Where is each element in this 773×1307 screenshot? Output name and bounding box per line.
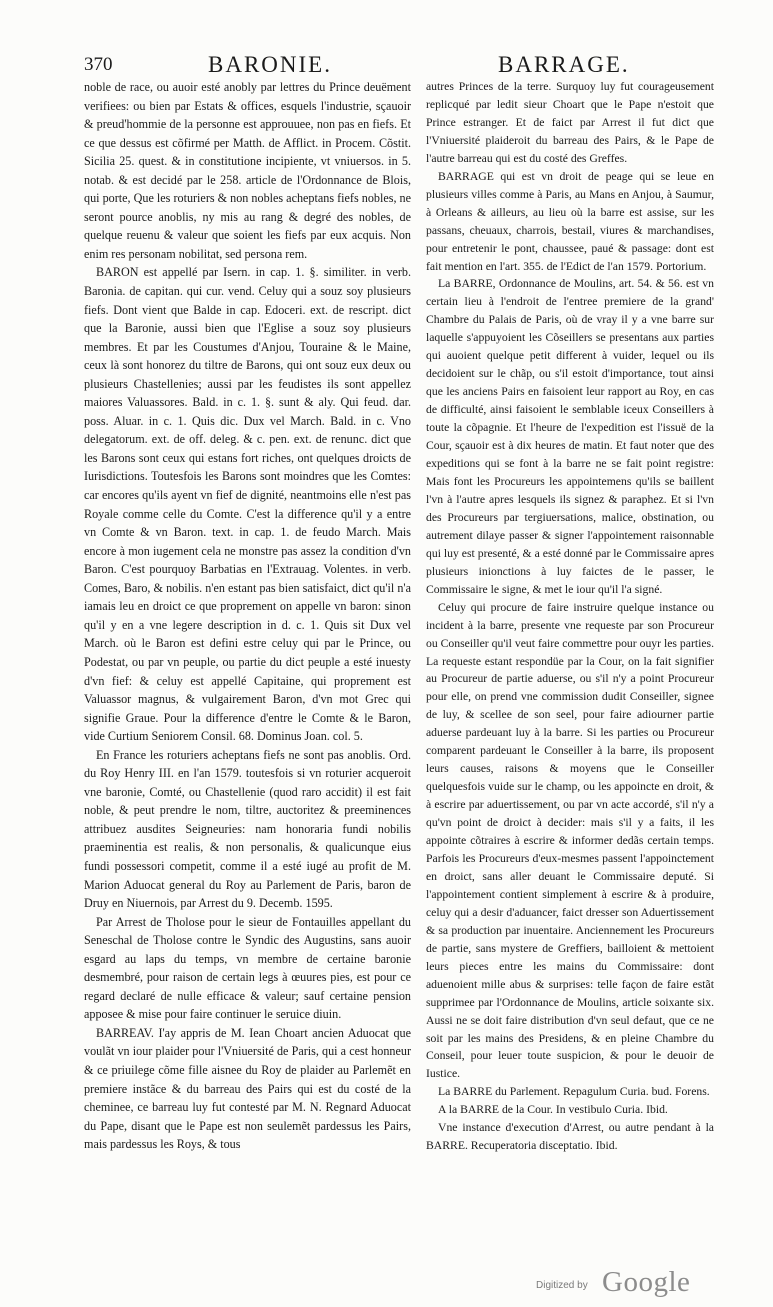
- paragraph: Celuy qui procure de faire instruire quelque instance ou incident à la barre, presente vne requeste par son Procureur ou Conseiller qu'il veut faire commettre pour ouyr les parties. La requeste estant respondüe par la Cour, on la fait signifier au Procureur de partie aduerse, ou s'il n'y a point Procureur pour elle, on prend vne commission dudit Conseiller, signee de luy, & scellee de son seel, pour faire adiourner partie aduerse pardeuant luy à la barre. Si les parties ou Procureur comparent pardeuant le Conseiller à la barre, ils proposent leurs causes, raisons & moyens que le Conseiller quelquesfois vuide sur le champ, ou les appoincte en droit, & à escrire par aduertissement, ou par vn acte accordé, s'il n'y a qu'vn point de droict à decider: mais s'il y a faits, il les appointe cõtraires à escrire & informer dedãs certain temps. Parfois les Procureurs d'eux-mesmes passent l'appoinctement en droict, sans aller deuant le Commissaire deputé. Si l'appointement contient simplement à escrire & à produire, celuy qui a desir d'aduancer, faict dresser son Aduertissement & sa production par inuentaire. Anciennement les Procureurs de partie, sans mystere de Greffiers, bailloient & mettoient leurs pieces entre les mains du Commissaire: dont aduenoient mille abus & surprises: telle façon de faire estãt supprimee par l'Ordonnance de Moulins, article soixante six. Aussi ne se doit faire distribution d'vn seul defaut, que ce ne soit par les mains des Presidens, & en pleine Chambre du Conseil, pour leuer toute suspicion, & pour le deuoir de Iustice.: [426, 600, 714, 1081]
- paragraph: BARRAGE qui est vn droit de peage qui se leue en plusieurs villes comme à Paris, au Mans en Anjou, à Saumur, à Orleans & ailleurs, au lieu où la barre est assise, sur les passans, cheuaux, charrois, bestail, viures & marchandises, pour entretenir le pont, chaussee, paué & passage: dont est fait mention en l'art. 355. de l'Edict de l'an 1579. Portorium.: [426, 169, 714, 273]
- paragraph: La BARRE du Parlement. Repagulum Curia. bud. Forens.: [438, 1085, 710, 1099]
- paragraph: noble de race, ou auoir esté anobly par lettres du Prince deuëment verifiees: ou bien par Estats & offices, esquels l'industrie, sçauoir & preud'hommie de la personne est approuuee, non pas en fiefs. Et ce que dessus est cõfirmé per Matth. de Afflict. in Procem. Cõstit. Sicilia 25. quest. & in constitutione incipiente, vt vniuersos. in 5. notab. & est decidé par le 258. article de l'Ordonnance de Blois, qui porte, Que les roturiers & non nobles acheptans fiefs nobles, ne seront pource anoblis, ny mis au rang & degré des nobles, de quelque reuenu & valeur que soient les fiefs par eux acquis. Non enim res personam nobilitat, sed persona rem.: [84, 80, 411, 261]
- paragraph: Vne instance d'execution d'Arrest, ou autre pendant à la BARRE. Recuperatoria disceptatio. Ibid.: [426, 1121, 714, 1153]
- paragraph: Par Arrest de Tholose pour le sieur de Fontauilles appellant du Seneschal de Tholose contre le Syndic des Augustins, sans auoir esgard au laps du temps, vn membre de certaine baronie desmembré, pour raison de certain legs à œuures pies, est pour ce regard declaré de nulle efficace & valeur; sauf certaine pension apposee & mise pour faire continuer le seruice diuin.: [84, 914, 411, 1022]
- google-logo: Google: [602, 1266, 691, 1298]
- running-head-left: BARONIE.: [208, 52, 332, 77]
- page-number: 370: [84, 54, 113, 75]
- digitization-watermark: [536, 1266, 716, 1302]
- paragraph: La BARRE, Ordonnance de Moulins, art. 54. & 56. est vn certain lieu à l'endroit de l'entree premiere de la grand' Chambre du Palais de Paris, où de vray il y a vne barre sur laquelle s'appuyoient les Cõseillers se presentans aux parties qui auoient quelque petit different à vuider, lequel ou ils decidoient sur le chãp, ou s'il estoit d'importance, tout ainsi que les anciens Pairs en faisoient leur rapport au Roy, en cas de difficulté, ainsi faisoient le semblable iceux Conseillers à toute la cõpagnie. Et l'heure de l'expedition est l'issuë de la Cour, sçauoir est à dix heures de matin. Et faut noter que des expeditions qui se font à la barre ne se fait point registre: Mais font les Procureurs les appointemens qu'ils se baillent l'vn à l'autre apres lesquels ils signez & paraphez. Et si l'vn des Procureurs par tergiuersations, malice, obstination, ou autrement dilaye passer & signer l'appointement raisonnable qui luy est presenté, & a esté donné par le Commissaire apres plusieurs inionctions à luy faictes de le passer, le Commissaire le signe, & met le iour qu'il l'a signé.: [426, 277, 714, 596]
- paragraph: BARREAV. I'ay appris de M. Iean Choart ancien Aduocat que voulãt vn iour plaider pour l'Vniuersité de Paris, qui a cest honneur & ce priuilege cõme fille aisnee du Roy de plaider au Parlemẽt en premiere instãce & du barreau des Pairs qui est du costé de la cheminee, ce barreau luy fut contesté par M. N. Regnard Aduocat du Pape, disant que le Pape est non seulemẽt pardessus les Pairs, mais pardessus les Roys, & tous: [84, 1025, 411, 1152]
- digitized-by-label: Digitized by: [536, 1280, 588, 1291]
- paragraph: BARON est appellé par Isern. in cap. 1. §. similiter. in verb. Baronia. de capitan. qui cur. vend. Celuy qui a souz soy plusieurs fiefs. Dont vient que Balde in cap. Edoceri. ext. de rescript. dict que la Baronie, aussi bien que l'Eglise a souz soy plusieurs membres. Et par les Coustumes d'Anjou, Touraine & le Maine, ceux là sont honorez du tiltre de Barons, qui ont souz eux deux ou plusieurs Chastellenies; aussi par les feudistes ils sont appellez maiores Valuassores. Bald. in c. 1. §. sunt & aly. Qui feud. dar. poss. Aluar. in c. 1. Quis dic. Dux vel March. Bald. in c. Vno delegatorum. ext. de off. deleg. & c. pen. ext. de renunc. dict que les Barons sont ceux qui estans fort riches, ont quelques droicts de Iurisdictions. Toutesfois les Barons sont moindres que les Comtes: car encores qu'ils ayent vn fief de dignité, neantmoins elle n'est pas Royale comme celle du Comte. C'est la difference qu'il y a entre vn Comte & vn Baron. text. in cap. 1. de feudo March. Mais encore à mon iugement cela ne monstre pas assez la condition d'vn Baron. C'est pourquoy Barbatias en l'Extrauag. Volentes. in verb. Comes, Baro, & nobilis. n'en estant pas bien satisfaict, dict qu'il n'a iamais leu en droict ce que proprement on appelle vn baron: sinon qu'il y en a vne legere description in d. c. 1. Quis sit Dux vel March. où le Baron est defini estre celuy qui par le Prince, ou Podestat, ou par vn peuple, ou partie du dict peuple a esté inuesty d'vn fief: & celuy est appellé Capitaine, qui proprement est Valuassor magnus, & vulgairement Baron, d'vn mot Grec qui signifie Graue. Pour la difference d'entre le Comte & le Baron, vide Curtium Seniorem Consil. 68. Dominus Joan. col. 5.: [84, 265, 411, 744]
- paragraph: autres Princes de la terre. Surquoy luy fut courageusement replicqué par ledit sieur Choart que le Pape n'estoit que Prince estranger. Et de faict par Arrest il fut dict que l'Vniuersité plaideroit du barreau des Pairs, & le Pape de l'autre barreau qui est du costé des Greffes.: [426, 80, 714, 165]
- right-column: [426, 78, 714, 1155]
- paragraph: En France les roturiers acheptans fiefs ne sont pas anoblis. Ord. du Roy Henry III. en l'an 1579. toutesfois si vn roturier acqueroit vne baronie, Comté, ou Chastellenie (quod raro accidit) il est fait noble, & peut prendre le nom, tiltre, auctoritez & preeminences attribuez ausdites Seigneuries: nam honoraria fundi nobilis praeminentia est realis, & non personalis, & qualicunque eius fundi possessori competit, comme il a esté iugé au profit de M. Marion Aduocat general du Roy au Parlement de Paris, baron de Druy en Niuernois, par Arrest du 9. Decemb. 1595.: [84, 747, 411, 911]
- left-column: [84, 78, 411, 1154]
- paragraph: A la BARRE de la Cour. In vestibulo Curia. Ibid.: [438, 1103, 668, 1117]
- running-head-right: BARRAGE.: [498, 52, 630, 77]
